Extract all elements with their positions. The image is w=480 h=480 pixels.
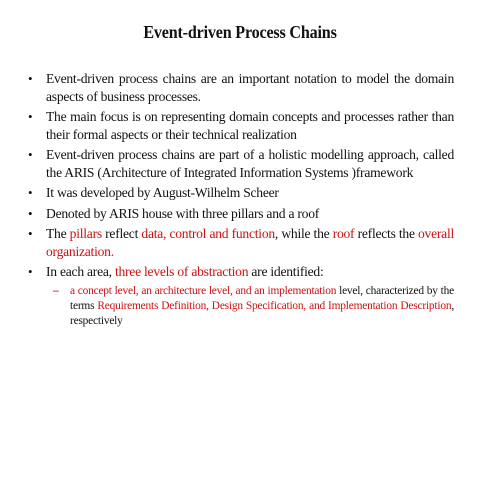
bullet-list — [28, 70, 454, 329]
bullet-text-part: reflect — [101, 226, 142, 241]
highlight-data-control-function: data, control and function — [141, 226, 275, 241]
bullet-dot: • — [28, 226, 33, 241]
highlight-levels-list: a concept level, an architecture level, and an implementation — [70, 284, 337, 297]
highlight-roof: roof — [332, 226, 355, 241]
bullet-dot: • — [28, 205, 33, 221]
bullet-dot: • — [28, 185, 33, 200]
sub-bullet-text-part: , respectively — [70, 299, 454, 327]
highlight-overall-organization: overall organization. — [46, 226, 454, 259]
bullet-text: Event-driven process chains are an important notation to model the domain aspects of business processes. — [46, 71, 454, 104]
bullet-dot: • — [28, 109, 33, 124]
bullet-text-part: , while the — [274, 226, 333, 241]
highlight-pillars: pillars — [69, 226, 102, 241]
bullet-text: Event-driven process chains are part of a holistic modelling approach, called the ARIS (Architecture of Integrated Information Systems )framework — [46, 147, 454, 180]
bullet-item — [28, 146, 454, 181]
highlight-three-levels: three levels of abstraction — [114, 264, 249, 279]
bullet-text-part: are identified: — [248, 264, 324, 279]
bullet-text-part: The — [46, 226, 70, 241]
bullet-item — [28, 184, 454, 202]
bullet-text-part: reflects the — [354, 226, 418, 241]
sub-bullet-dash: – — [53, 284, 59, 297]
bullet-text: Denoted by ARIS house with three pillars and a roof — [46, 205, 320, 221]
bullet-item — [28, 108, 454, 143]
bullet-dot: • — [28, 264, 33, 279]
bullet-item-pillars — [28, 225, 454, 260]
bullet-item — [28, 70, 454, 105]
sub-bullet-item — [28, 284, 454, 329]
bullet-text: It was developed by August-Wilhelm Scheer — [46, 185, 279, 200]
bullet-dot: • — [28, 71, 33, 86]
bullet-item — [28, 205, 454, 223]
bullet-text: The main focus is on representing domain concepts and processes rather than their formal aspects or their technical realization — [46, 109, 454, 142]
bullet-dot: • — [28, 147, 33, 162]
sub-bullet-text-part: level, characterized by the terms — [70, 284, 454, 312]
bullet-item-areas — [28, 263, 454, 281]
highlight-terms: Requirements Definition, Design Specification, and Implementation Description — [97, 299, 452, 312]
slide-title: Event-driven Process Chains — [143, 22, 337, 42]
bullet-text-part: In each area, — [46, 264, 115, 279]
